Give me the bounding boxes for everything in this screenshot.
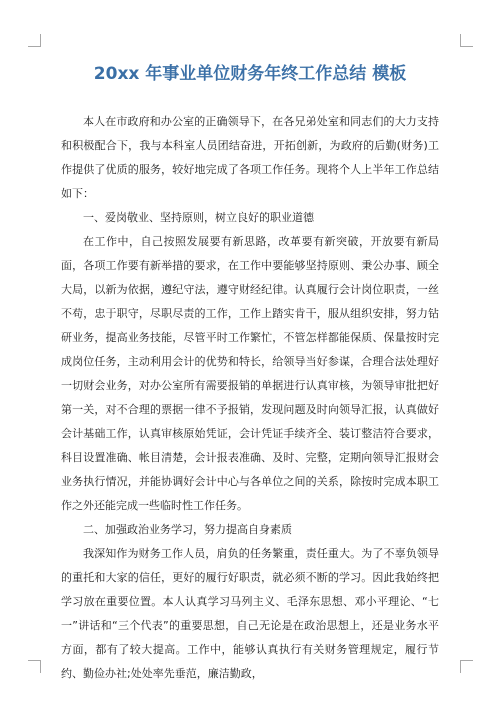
corner-mark-bottom-left — [28, 660, 41, 673]
document-title: 20xx 年事业单位财务年终工作总结 模板 — [93, 64, 407, 84]
section-1-paragraph: 在工作中，自己按照发展要有新思路，改革要有新突破，开放要有新局面，各项工作要有新举措的要求，在工作中要能够坚持原则、秉公办事、顾全大局，以新为依据，遵纪守法，遵守财经纪律。认真履行会计岗位职责，一丝不苟，忠于职守，尽职尽责的工作，工作上踏实肯干，服从组织安排，努力钻研业务，提高业务技能，尽管平时工作繁忙，不管怎样都能保质、保量按时完成岗位任务，主动利用会计的优势和特长，给领导当好参谋，合理合法处理好一切财会业务，对办公室所有需要报销的单据进行认真审核，为领导审批把好第一关，对不合理的票据一律不予报销，发现问题及时向领导汇报，认真做好会计基础工作，认真审核原始凭证，会计凭证手续齐全、装订整洁符合要求，科目设置准确、帐目清楚，会计报表准确、及时、完整，定期向领导汇报财会业务执行情况，并能协调好会计中心与各单位之间的关系，除按时完成本职工作之外还能完成一些临时性工作任务。 — [61, 235, 439, 512]
corner-mark-top-left — [28, 34, 41, 47]
corner-mark-bottom-right — [460, 660, 473, 673]
intro-paragraph: 本人在市政府和办公室的正确领导下，在各兄弟处室和同志们的大力支持和积极配合下，我与本科室人员团结奋进，开拓创新，为政府的后勤(财务)工作提供了优质的服务，较好地完成了各项工作任务。现将个人上半年工作总结如下： — [61, 115, 439, 200]
section-heading-1: 一、爱岗敬业、坚持原则，树立良好的职业道德 — [83, 211, 314, 224]
section-heading-2: 二、加强政治业务学习，努力提高自身素质 — [83, 523, 292, 536]
document-body — [61, 110, 439, 686]
corner-mark-top-right — [460, 34, 473, 47]
section-2-paragraph: 我深知作为财务工作人员，肩负的任务繁重，责任重大。为了不辜负领导的重托和大家的信任，更好的履行好职责，就必须不断的学习。因此我始终把学习放在重要位置。本人认真学习马列主义、毛泽东思想、邓小平理论、“七一”讲话和“三个代表”的重要思想，自己无论是在政治思想上，还是业务水平方面，都有了较大提高。工作中，能够认真执行有关财务管理规定，履行节约、勤俭办社;处处率先垂范，廉洁勤政， — [61, 547, 439, 680]
